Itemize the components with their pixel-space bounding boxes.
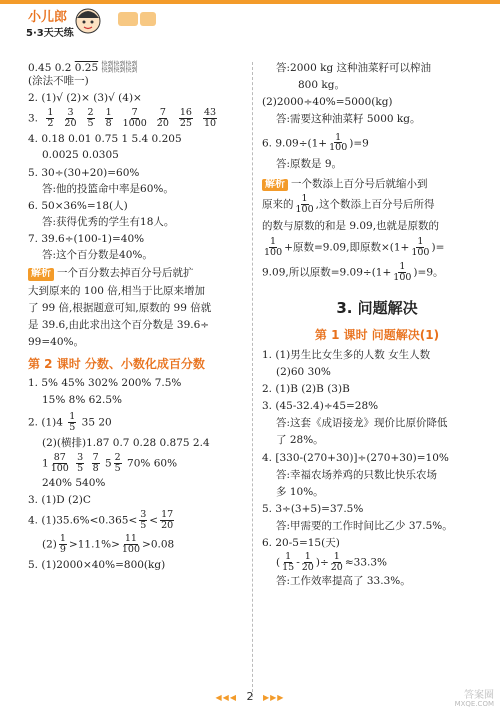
answer-p1: 1. 5% 45% 302% 200% 7.5% [28, 377, 182, 390]
analysis-block: 解析 一个百分数去掉百分号后就扩 [28, 267, 250, 281]
watermark: 答案圈 MXQE.COM [454, 690, 494, 708]
analysis-text: 大到原来的 100 倍,相当于比原来增加 [28, 284, 206, 297]
answer-p4: 4. (1)35.6%<0.365< $\frac{3}{5}$ < $\frac{17}{20}$ [28, 508, 174, 531]
answer-note: (涂法不唯一) [28, 75, 89, 88]
answer-q7: 7. 39.6÷(100-1)=40% [28, 233, 145, 246]
column-divider [252, 62, 253, 697]
page-header [0, 0, 500, 42]
fraction: $\frac{1}{2}$ [47, 107, 54, 130]
fraction: $\frac{2}{5}$ [87, 107, 94, 130]
answer-q6: 6. 50×36%=18(人) [28, 199, 128, 212]
fraction: $\frac{1}{8}$ [105, 107, 112, 130]
left-column [28, 62, 250, 572]
fraction: $\frac{3}{20}$ [64, 107, 77, 130]
analysis-text: 了 99 倍,根据题意可知,原数的 99 倍就 [28, 301, 212, 314]
answer-q5: 5. 30÷(30+20)=60% [28, 166, 140, 179]
mascot-icon [72, 4, 104, 36]
answer-p1-cont: 15% 8% 62.5% [42, 394, 123, 407]
series-name: 5·3天天练 [26, 28, 74, 39]
answer-reply: 答:原数是 9。 [276, 158, 343, 171]
analysis-text: 的数与原数的和是 9.09,也就是原数的 [262, 220, 440, 232]
fraction: $\frac{7}{1000}$ [122, 107, 147, 130]
fraction: $\frac{43}{10}$ [203, 107, 217, 130]
answer-reply: 多 10%。 [276, 485, 324, 498]
answer-q6-reply: 答:获得优秀的学生有18人。 [42, 215, 175, 228]
answer-reply: 答:甲需要的工作时间比乙少 37.5%。 [276, 520, 453, 532]
answer-reply: 800 kg。 [298, 79, 345, 92]
right-column [262, 62, 492, 588]
answer-s1-b: (2)60 30% [276, 365, 331, 378]
answer-q3: 3. $\frac{1}{2}$ $\frac{3}{20}$ $\frac{2}{5}$ $\frac{1}{8}$ $\frac{7}{1000}$ $\frac{7}{20}$ $\frac{16}{25}$ $\frac{43}{10}$ [28, 108, 250, 129]
answer-q2: 2. (1)√ (2)× (3)√ (4)× [28, 92, 142, 105]
answer-reply: 答:需要这种油菜籽 5000 kg。 [276, 113, 421, 126]
answer-p2-b: (2)(横排)1.87 0.7 0.28 0.875 2.4 [42, 436, 210, 449]
answer-s2: 2. (1)B (2)B (3)B [262, 383, 350, 395]
answer-q4-cont: 0.0025 0.0305 [42, 149, 119, 162]
lesson-title: 第 1 课时 问题解决(1) [314, 327, 440, 342]
answer-p2: 2. (1)4 $\frac{1}{5}$ 35 20 [28, 410, 112, 433]
answer-reply: 答:这套《成语接龙》现价比原价降低 [276, 417, 448, 430]
answer-line: (2)2000÷40%=5000(kg) [262, 96, 393, 109]
answer-s5: 5. 3÷(3+5)=37.5% [262, 502, 364, 515]
fraction: $\frac{16}{25}$ [179, 107, 192, 130]
answer-reply: 答:工作效率提高了 33.3%。 [276, 575, 411, 588]
analysis-text: 是 39.6,由此求出这个百分数是 39.6÷ [28, 319, 210, 332]
answer-q4: 4. 0.18 0.01 0.75 1 5.4 0.205 [28, 133, 182, 146]
arrow-left-icon: ◀◀◀ [215, 693, 237, 702]
answer-p2-d: 240% 540% [42, 476, 106, 489]
answer-reply: 了 28%。 [276, 434, 324, 447]
analysis-text: 原来的 $\frac{1}{100}$ ,这个数添上百分号后所得 [262, 193, 435, 216]
answer-p3: 3. (1)D (2)C [28, 493, 91, 506]
brand-logo: 小儿郎 [28, 10, 68, 25]
analysis-tag: 解析 [28, 268, 54, 281]
analysis-block: 解析 一个数添上百分号后就缩小到 [262, 178, 492, 192]
header-decoration [140, 12, 156, 26]
analysis-text: $\frac{1}{100}$ +原数=9.09,即原数×(1+ $\frac{1}{100}$ )= [264, 236, 445, 259]
answer-line: 0.45 0.2 0.25 快到快到快到 快到快到快到 [28, 61, 138, 74]
answer-p5: 5. (1)2000×40%=800(kg) [28, 558, 166, 571]
answer-s4: 4. [330-(270+30)]÷(270+30)=10% [262, 451, 449, 464]
answer-reply: 答:幸福农场养鸡的只数比快乐农场 [276, 468, 438, 481]
analysis-tag: 解析 [262, 179, 288, 192]
analysis-text: 9.09,所以原数=9.09÷(1+ $\frac{1}{100}$ )=9。 [262, 261, 444, 284]
answer-s3: 3. (45-32.4)÷45=28% [262, 400, 379, 413]
answer-q5-reply: 答:他的投篮命中率是60%。 [42, 182, 174, 195]
answer-s6-b: ( $\frac{1}{15}$ - $\frac{1}{20}$ )÷ $\frac{1}{20}$ ≈33.3% [276, 551, 388, 574]
answer-p2-c: 1 $\frac{87}{100}$ $\frac{3}{5}$ $\frac{7}{8}$ 5 $\frac{2}{5}$ 70% 60% [42, 451, 178, 474]
answer-p4-b: (2) $\frac{1}{9}$ >11.1%> $\frac{11}{100}$ >0.08 [42, 532, 175, 555]
answer-s1: 1. (1)男生比女生多的人数 女生人数 [262, 348, 431, 361]
lesson-title: 第 2 课时 分数、小数化成百分数 [28, 357, 205, 372]
fraction: $\frac{7}{20}$ [156, 107, 169, 130]
answer-reply: 答:2000 kg 这种油菜籽可以榨油 [276, 62, 432, 74]
answer-s6: 6. 20-5=15(天) [262, 537, 340, 550]
answer-q6: 6. 9.09÷(1+ $\frac{1}{100}$ )=9 [262, 131, 369, 154]
section-title: 3. 问题解决 [336, 299, 418, 317]
page-footer [0, 690, 500, 703]
arrow-right-icon: ▶▶▶ [263, 693, 285, 702]
page-number: 2 [246, 690, 254, 703]
analysis-text: 99=40%。 [28, 336, 84, 349]
answer-q7-reply: 答:这个百分数是40%。 [42, 249, 153, 262]
header-decoration [118, 12, 138, 26]
